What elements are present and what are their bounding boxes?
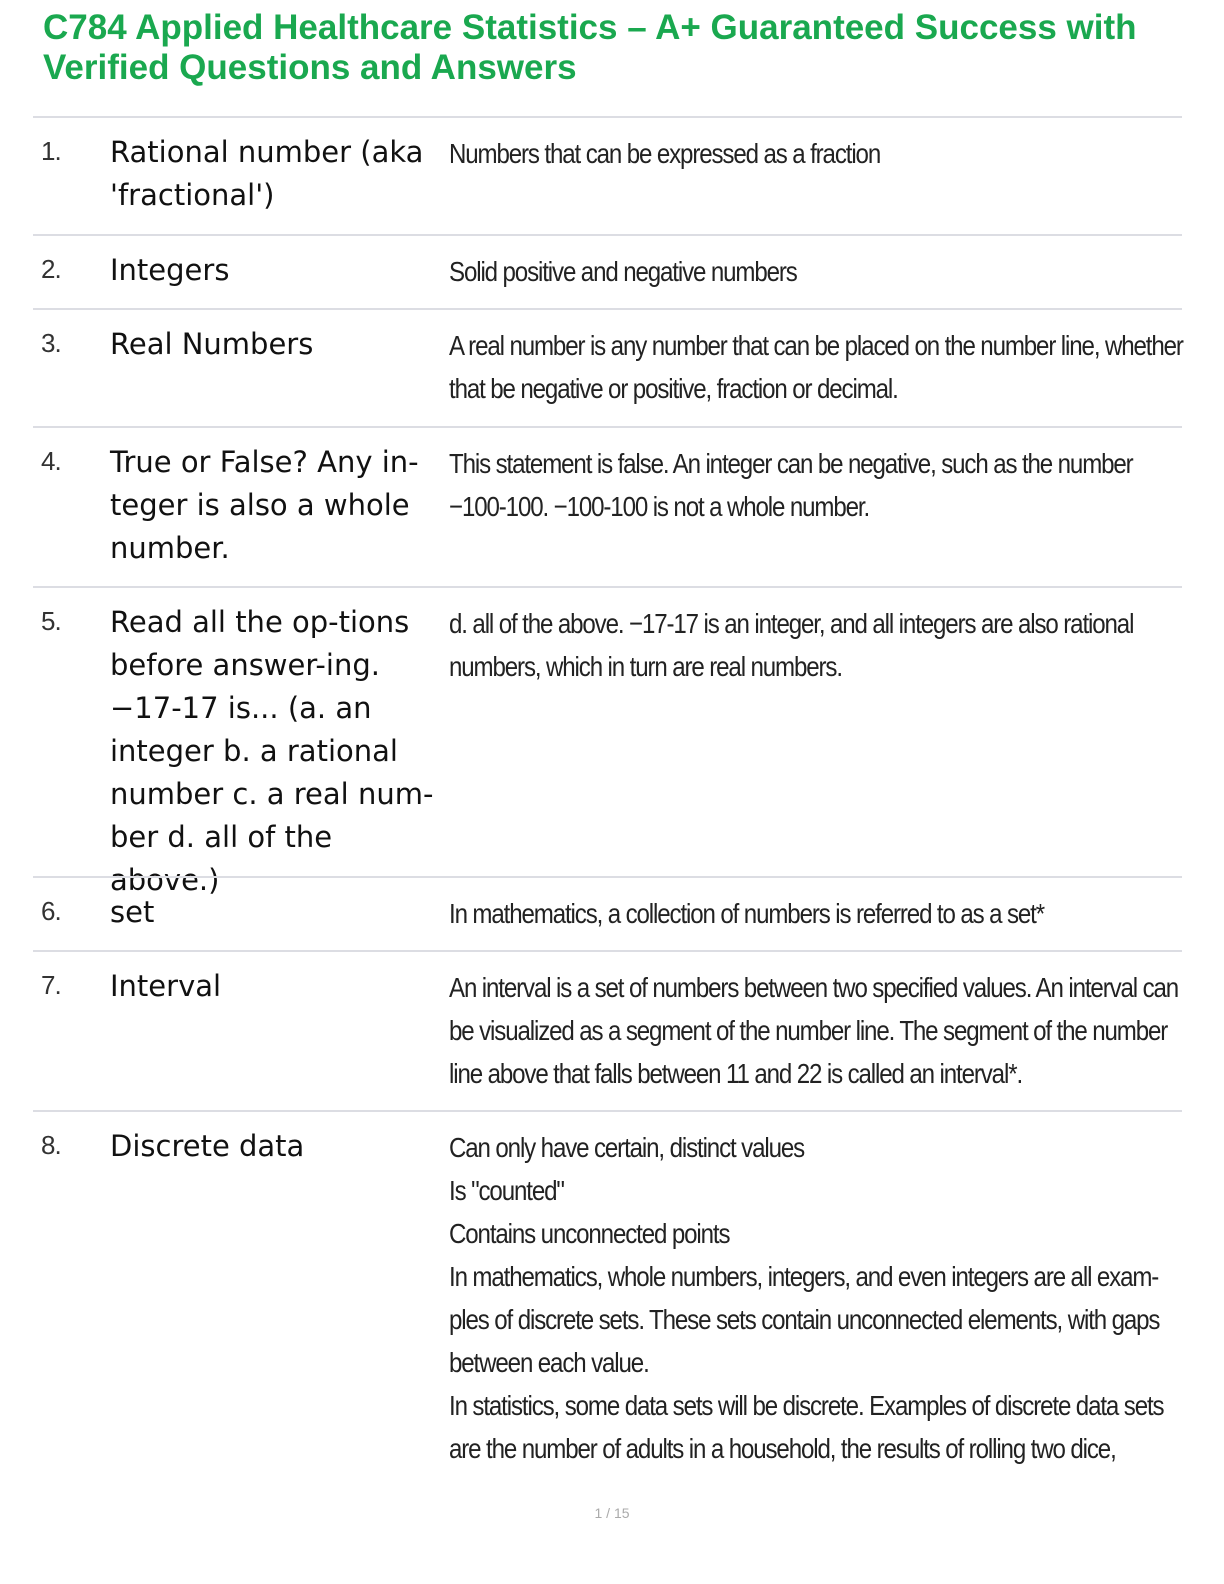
flashcard-table [33,116,1182,1492]
row-term: Real Numbers [110,327,314,361]
row-definition [449,132,1184,175]
row-term: Rational number (aka 'fractional') [110,135,424,212]
row-number: 2. [41,254,61,284]
definition-line: d. all of the above. −17-17 is an integer, and all integers are also rational numbers, which in turn are real numbers. [449,608,1134,682]
table-row [33,950,1182,1110]
row-definition [449,324,1184,410]
row-term: Interval [110,969,222,1003]
row-definition [449,892,1184,935]
row-definition [449,250,1184,293]
definition-line: This statement is false. An integer can be negative, such as the number −100-100. −100-100 is not a whole number. [449,448,1133,522]
row-term: set [110,895,155,929]
definition-line: Solid positive and negative numbers [449,256,797,287]
row-number: 8. [41,1130,61,1160]
table-row [33,308,1182,426]
row-term: Discrete data [110,1129,305,1163]
row-term: Read all the op-tions before answer-ing. −17-17 is... (a. an integer b. a rational number c. a real num-ber d. all of the above.) [110,605,434,897]
row-number: 5. [41,606,61,636]
row-number: 4. [41,446,61,476]
definition-line: An interval is a set of numbers between two specified values. An interval can be visualized as a segment of the number line. The segment of the number line above that falls between 11 and 22 is called an interval*. [449,972,1179,1089]
row-definition [449,1126,1184,1470]
row-number: 3. [41,328,61,358]
definition-line: Is "counted" [449,1175,564,1206]
table-row [33,426,1182,586]
table-row [33,1110,1182,1492]
document-title: C784 Applied Healthcare Statistics – A+ Guaranteed Success with Verified Questions and Answers [43,8,1137,87]
row-number: 1. [41,136,61,166]
table-row [33,116,1182,234]
row-definition [449,442,1184,528]
row-number: 7. [41,970,61,1000]
table-row [33,876,1182,950]
row-definition [449,966,1184,1095]
definition-line: A real number is any number that can be placed on the number line, whether that be negative or positive, fraction or decimal. [449,330,1183,404]
definition-line: In mathematics, whole numbers, integers, and even integers are all exam-ples of discrete sets. These sets contain unconnected elements, with gaps between each value. [449,1261,1160,1378]
page-indicator: 1 / 15 [594,1505,630,1521]
row-definition [449,602,1184,688]
definition-line: In mathematics, a collection of numbers is referred to as a set* [449,898,1044,929]
row-term: Integers [110,253,230,287]
table-row [33,586,1182,897]
definition-line: Numbers that can be expressed as a fraction [449,138,881,169]
table-row [33,234,1182,308]
row-number: 6. [41,896,61,926]
definition-line: Can only have certain, distinct values [449,1132,805,1163]
row-term: True or False? Any in-teger is also a whole number. [110,445,419,565]
definition-line: Contains unconnected points [449,1218,730,1249]
definition-line: In statistics, some data sets will be discrete. Examples of discrete data sets are the number of adults in a household, the results of rolling two dice, [449,1390,1164,1464]
